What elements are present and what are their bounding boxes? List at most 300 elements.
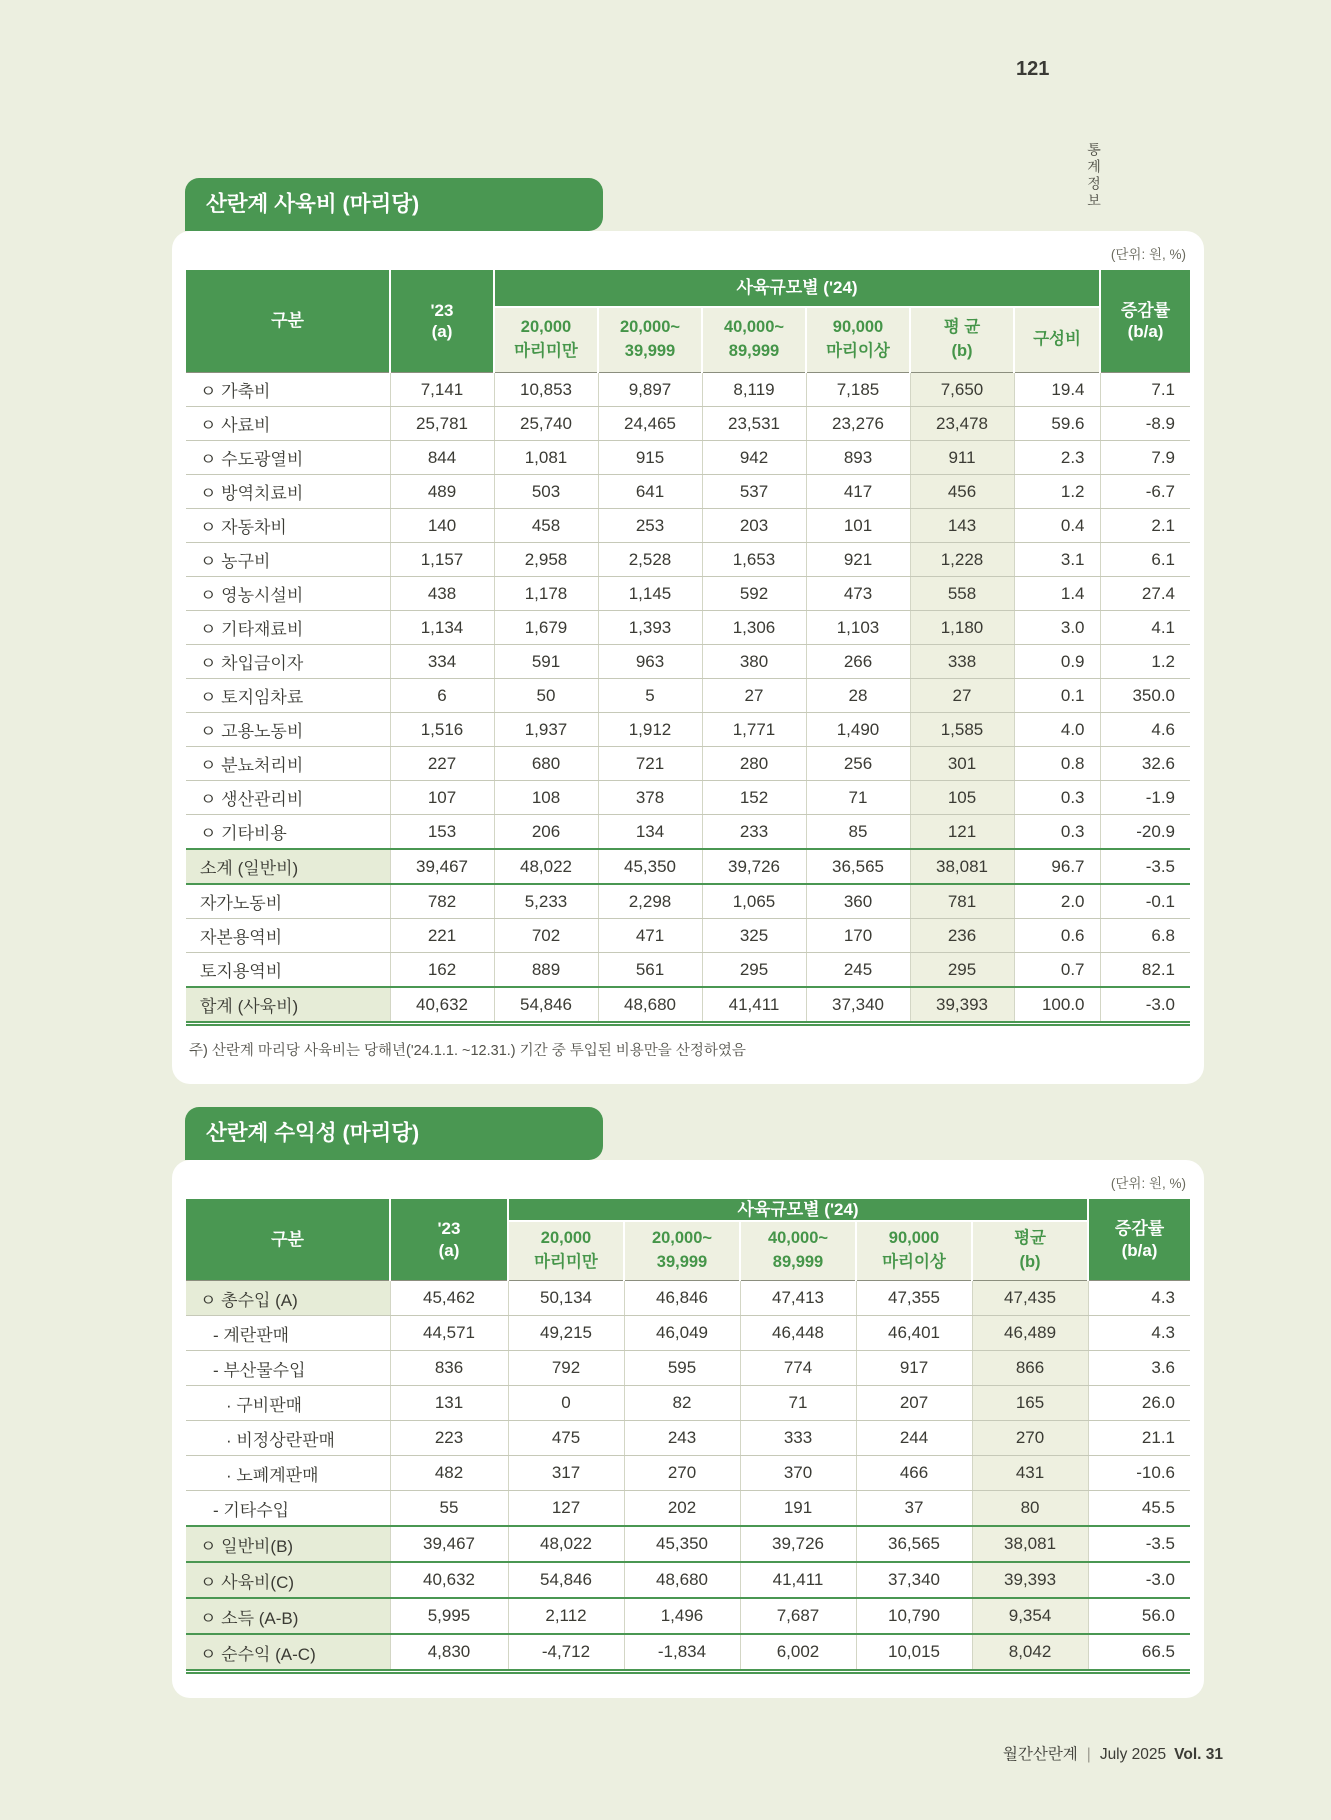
- cell-value: 774: [740, 1351, 856, 1386]
- cell-value: 5,233: [494, 884, 598, 919]
- table-row: [186, 1386, 1190, 1421]
- cell-value: 39,726: [702, 849, 806, 884]
- cell-value: 40,632: [390, 987, 494, 1021]
- cell-value: 438: [390, 577, 494, 611]
- header-line: '23: [437, 1219, 461, 1239]
- cell-value: 6: [390, 679, 494, 713]
- cell-value: 1,771: [702, 713, 806, 747]
- cell-value: 202: [624, 1491, 740, 1527]
- cell-value: 1,306: [702, 611, 806, 645]
- cell-value: 836: [390, 1351, 508, 1386]
- col-header-scale-2: [624, 1221, 740, 1281]
- cell-value: 844: [390, 441, 494, 475]
- row-label: 토지용역비: [186, 953, 390, 988]
- table-row: [186, 611, 1190, 645]
- cell-value: 270: [972, 1421, 1088, 1456]
- table-row: [186, 919, 1190, 953]
- table-row: [186, 987, 1190, 1021]
- cell-value: 244: [856, 1421, 972, 1456]
- cell-value: 360: [806, 884, 910, 919]
- table-row: [186, 373, 1190, 407]
- table-row: [186, 815, 1190, 850]
- cell-value: 2,958: [494, 543, 598, 577]
- cell-value: -3.5: [1100, 849, 1190, 884]
- unit-label: (단위: 원, %): [1110, 1176, 1186, 1191]
- side-tab-label: 통계정보: [1086, 142, 1102, 210]
- cell-value: 2,528: [598, 543, 702, 577]
- cell-value: 48,022: [508, 1526, 624, 1562]
- cell-value: 781: [910, 884, 1014, 919]
- cell-value: 1,103: [806, 611, 910, 645]
- row-label: ㅇ 방역치료비: [186, 475, 390, 509]
- col-header-scale-1: [494, 307, 598, 373]
- row-label: ㅇ 사육비(C): [186, 1562, 390, 1598]
- row-label: ㅇ 기타재료비: [186, 611, 390, 645]
- page-footer: [1003, 1742, 1223, 1764]
- row-label: ㅇ 농구비: [186, 543, 390, 577]
- cell-value: 55: [390, 1491, 508, 1527]
- table-card: [172, 231, 1204, 1084]
- col-header-scale-3: [740, 1221, 856, 1281]
- col-header-change-rate: [1100, 270, 1190, 373]
- table-row: [186, 1316, 1190, 1351]
- cell-value: 917: [856, 1351, 972, 1386]
- row-label: ㅇ 일반비(B): [186, 1526, 390, 1562]
- row-label: - 기타수입: [186, 1491, 390, 1527]
- header-line: 40,000~: [723, 318, 785, 337]
- profit-table-body: [186, 1281, 1190, 1670]
- table-wrapper: [186, 1199, 1190, 1674]
- table-wrapper: [186, 270, 1190, 1026]
- row-label: 자가노동비: [186, 884, 390, 919]
- cell-value: 338: [910, 645, 1014, 679]
- row-label: · 비정상란판매: [186, 1421, 390, 1456]
- cell-value: 1,228: [910, 543, 1014, 577]
- cell-value: 2.0: [1014, 884, 1100, 919]
- cell-value: 7,185: [806, 373, 910, 407]
- cell-value: 561: [598, 953, 702, 988]
- cell-value: 641: [598, 475, 702, 509]
- footer-separator: |: [1086, 1746, 1091, 1763]
- cell-value: 482: [390, 1456, 508, 1491]
- row-label: ㅇ 토지임차료: [186, 679, 390, 713]
- header-line: 89,999: [728, 342, 780, 360]
- cell-value: 82: [624, 1386, 740, 1421]
- col-header-gubun: 구분: [186, 270, 390, 373]
- col-header-year: [390, 270, 494, 373]
- col-header-scale-4: [806, 307, 910, 373]
- cell-value: 8,119: [702, 373, 806, 407]
- cell-value: 431: [972, 1456, 1088, 1491]
- cell-value: 0.3: [1014, 781, 1100, 815]
- cell-value: 2,298: [598, 884, 702, 919]
- cell-value: 473: [806, 577, 910, 611]
- cell-value: 8,042: [972, 1634, 1088, 1669]
- cell-value: 466: [856, 1456, 972, 1491]
- cell-value: 170: [806, 919, 910, 953]
- cell-value: 46,401: [856, 1316, 972, 1351]
- cell-value: 4.6: [1100, 713, 1190, 747]
- cell-value: 1,157: [390, 543, 494, 577]
- cell-value: 36,565: [806, 849, 910, 884]
- row-label: ㅇ 분뇨처리비: [186, 747, 390, 781]
- cell-value: 7.1: [1100, 373, 1190, 407]
- cell-value: 45,350: [598, 849, 702, 884]
- table-row: [186, 713, 1190, 747]
- header-line: 증감률: [1120, 300, 1171, 320]
- cell-value: 4.3: [1088, 1281, 1190, 1316]
- cell-value: 46,049: [624, 1316, 740, 1351]
- cell-value: 47,355: [856, 1281, 972, 1316]
- col-header-scale-2: [598, 307, 702, 373]
- table-row: [186, 747, 1190, 781]
- cell-value: 334: [390, 645, 494, 679]
- cell-value: -0.1: [1100, 884, 1190, 919]
- cell-value: 5: [598, 679, 702, 713]
- table-row: [186, 679, 1190, 713]
- cell-value: 7,687: [740, 1598, 856, 1634]
- cell-value: 165: [972, 1386, 1088, 1421]
- cell-value: 2,112: [508, 1598, 624, 1634]
- cell-value: 45,350: [624, 1526, 740, 1562]
- cell-value: 50: [494, 679, 598, 713]
- cell-value: 49,215: [508, 1316, 624, 1351]
- cell-value: 24,465: [598, 407, 702, 441]
- cell-value: 2.1: [1100, 509, 1190, 543]
- cell-value: 7.9: [1100, 441, 1190, 475]
- cell-value: 45,462: [390, 1281, 508, 1316]
- header-line: 20,000: [540, 1229, 592, 1248]
- cell-value: 10,015: [856, 1634, 972, 1669]
- cell-value: 44,571: [390, 1316, 508, 1351]
- col-header-gubun: 구분: [186, 1199, 390, 1281]
- table-row: [186, 543, 1190, 577]
- cell-value: 4.3: [1088, 1316, 1190, 1351]
- cell-value: 48,680: [624, 1562, 740, 1598]
- cell-value: 1,585: [910, 713, 1014, 747]
- cell-value: 39,393: [972, 1562, 1088, 1598]
- cell-value: 1,178: [494, 577, 598, 611]
- cell-value: 207: [856, 1386, 972, 1421]
- section-title-tab: 산란계 사육비 (마리당): [185, 178, 603, 231]
- cell-value: 558: [910, 577, 1014, 611]
- cell-value: 1,081: [494, 441, 598, 475]
- cell-value: 105: [910, 781, 1014, 815]
- cell-value: 963: [598, 645, 702, 679]
- cell-value: -1,834: [624, 1634, 740, 1669]
- cell-value: 378: [598, 781, 702, 815]
- cell-value: 152: [702, 781, 806, 815]
- cell-value: 26.0: [1088, 1386, 1190, 1421]
- row-label: ㅇ 사료비: [186, 407, 390, 441]
- header-line: 평 균: [943, 318, 981, 337]
- row-label: · 노폐계판매: [186, 1456, 390, 1491]
- row-label: 자본용역비: [186, 919, 390, 953]
- cell-value: 782: [390, 884, 494, 919]
- cell-value: 50,134: [508, 1281, 624, 1316]
- table-row: [186, 1281, 1190, 1316]
- cell-value: 4.0: [1014, 713, 1100, 747]
- table-footnote: 주) 산란계 마리당 사육비는 당해년('24.1.1. ~12.31.) 기간 중 투입된 비용만을 산정하였음: [189, 1043, 746, 1059]
- cell-value: 280: [702, 747, 806, 781]
- cell-value: 27: [702, 679, 806, 713]
- cell-value: 47,413: [740, 1281, 856, 1316]
- header-line: 마리미만: [534, 1253, 598, 1272]
- cell-value: 471: [598, 919, 702, 953]
- table-row: [186, 953, 1190, 988]
- cell-value: 489: [390, 475, 494, 509]
- cell-value: 162: [390, 953, 494, 988]
- cell-value: 23,531: [702, 407, 806, 441]
- cell-value: 270: [624, 1456, 740, 1491]
- row-label: ㅇ 생산관리비: [186, 781, 390, 815]
- cell-value: 23,276: [806, 407, 910, 441]
- cell-value: 233: [702, 815, 806, 850]
- cell-value: 592: [702, 577, 806, 611]
- cell-value: 4.1: [1100, 611, 1190, 645]
- cell-value: 39,467: [390, 849, 494, 884]
- cell-value: 1,516: [390, 713, 494, 747]
- cell-value: 39,467: [390, 1526, 508, 1562]
- cell-value: 37: [856, 1491, 972, 1527]
- table-row: [186, 475, 1190, 509]
- cell-value: 9,354: [972, 1598, 1088, 1634]
- header-line: 39,999: [624, 342, 676, 360]
- cell-value: 893: [806, 441, 910, 475]
- header-line: (a): [438, 1240, 460, 1260]
- cell-value: 380: [702, 645, 806, 679]
- col-header-scale-1: [508, 1221, 624, 1281]
- cell-value: 1,679: [494, 611, 598, 645]
- table-row: [186, 1491, 1190, 1527]
- table-row: [186, 441, 1190, 475]
- col-header-year: [390, 1199, 508, 1281]
- table-row: [186, 407, 1190, 441]
- cell-value: 792: [508, 1351, 624, 1386]
- cell-value: 40,632: [390, 1562, 508, 1598]
- page-number: 121: [1016, 58, 1050, 80]
- cell-value: 203: [702, 509, 806, 543]
- cell-value: 3.6: [1088, 1351, 1190, 1386]
- cell-value: 503: [494, 475, 598, 509]
- cell-value: 245: [806, 953, 910, 988]
- cell-value: 295: [910, 953, 1014, 988]
- cell-value: 221: [390, 919, 494, 953]
- cell-value: 253: [598, 509, 702, 543]
- row-label: ㅇ 영농시설비: [186, 577, 390, 611]
- cell-value: 7,141: [390, 373, 494, 407]
- cell-value: 46,489: [972, 1316, 1088, 1351]
- cell-value: 301: [910, 747, 1014, 781]
- cell-value: 48,022: [494, 849, 598, 884]
- cell-value: 21.1: [1088, 1421, 1190, 1456]
- col-header-scale-group: 사육규모별 ('24): [494, 270, 1100, 307]
- footer-issue: July 2025: [1099, 1746, 1167, 1763]
- cell-value: -3.0: [1100, 987, 1190, 1021]
- cell-value: 59.6: [1014, 407, 1100, 441]
- table-row: [186, 1598, 1190, 1634]
- header-line: 마리이상: [882, 1253, 946, 1272]
- header-line: 40,000~: [767, 1229, 829, 1248]
- header-line: 구성비: [1033, 330, 1081, 349]
- cell-value: 889: [494, 953, 598, 988]
- cell-value: 54,846: [508, 1562, 624, 1598]
- header-line: 20,000~: [651, 1229, 713, 1248]
- cell-value: 915: [598, 441, 702, 475]
- cell-value: 3.0: [1014, 611, 1100, 645]
- cell-value: 243: [624, 1421, 740, 1456]
- table-row: [186, 577, 1190, 611]
- header-line: 90,000: [832, 318, 884, 337]
- table-row: [186, 884, 1190, 919]
- cell-value: 721: [598, 747, 702, 781]
- cell-value: 108: [494, 781, 598, 815]
- cell-value: 0.7: [1014, 953, 1100, 988]
- cell-value: 38,081: [972, 1526, 1088, 1562]
- cell-value: -10.6: [1088, 1456, 1190, 1491]
- table-row: [186, 1351, 1190, 1386]
- cell-value: 100.0: [1014, 987, 1100, 1021]
- cell-value: 9,897: [598, 373, 702, 407]
- header-line: 마리미만: [514, 342, 578, 360]
- cell-value: 266: [806, 645, 910, 679]
- row-label: ㅇ 자동차비: [186, 509, 390, 543]
- header-line: 증감률: [1114, 1219, 1165, 1239]
- cell-value: 7,650: [910, 373, 1014, 407]
- section-title-tab: 산란계 수익성 (마리당): [185, 1107, 603, 1160]
- cell-value: 456: [910, 475, 1014, 509]
- cell-value: 27: [910, 679, 1014, 713]
- table-row: [186, 849, 1190, 884]
- cell-value: 71: [806, 781, 910, 815]
- header-line: 20,000~: [619, 318, 681, 337]
- cell-value: -3.5: [1088, 1526, 1190, 1562]
- cell-value: 0.4: [1014, 509, 1100, 543]
- cell-value: 921: [806, 543, 910, 577]
- col-header-scale-4: [856, 1221, 972, 1281]
- cell-value: 140: [390, 509, 494, 543]
- cell-value: 127: [508, 1491, 624, 1527]
- cell-value: 10,853: [494, 373, 598, 407]
- cell-value: 333: [740, 1421, 856, 1456]
- cell-value: 1.2: [1100, 645, 1190, 679]
- cell-value: 101: [806, 509, 910, 543]
- cell-value: 1,145: [598, 577, 702, 611]
- cell-value: 41,411: [740, 1562, 856, 1598]
- header-line: 39,999: [656, 1253, 708, 1272]
- cell-value: 0: [508, 1386, 624, 1421]
- cell-value: 0.6: [1014, 919, 1100, 953]
- header-line: 89,999: [772, 1253, 824, 1272]
- header-line: 20,000: [520, 318, 572, 337]
- cell-value: 47,435: [972, 1281, 1088, 1316]
- row-label: ㅇ 차입금이자: [186, 645, 390, 679]
- cell-value: 680: [494, 747, 598, 781]
- row-label: 소계 (일반비): [186, 849, 390, 884]
- cell-value: 27.4: [1100, 577, 1190, 611]
- cell-value: 911: [910, 441, 1014, 475]
- cell-value: 45.5: [1088, 1491, 1190, 1527]
- row-label: ㅇ 총수입 (A): [186, 1281, 390, 1316]
- footer-magazine: 월간산란계: [1002, 1746, 1078, 1763]
- cell-value: 37,340: [806, 987, 910, 1021]
- cell-value: 4,830: [390, 1634, 508, 1669]
- cell-value: 1,496: [624, 1598, 740, 1634]
- header-line: 마리이상: [826, 342, 890, 360]
- cell-value: -4,712: [508, 1634, 624, 1669]
- cell-value: 39,726: [740, 1526, 856, 1562]
- cell-value: 10,790: [856, 1598, 972, 1634]
- cell-value: 2.3: [1014, 441, 1100, 475]
- cell-value: 317: [508, 1456, 624, 1491]
- cell-value: 1,490: [806, 713, 910, 747]
- header-line: (b/a): [1127, 322, 1164, 341]
- row-label: 합계 (사육비): [186, 987, 390, 1021]
- profit-table: [186, 1199, 1190, 1669]
- cell-value: 1,393: [598, 611, 702, 645]
- table-row: [186, 645, 1190, 679]
- table-row: [186, 509, 1190, 543]
- cell-value: 1,653: [702, 543, 806, 577]
- cell-value: 23,478: [910, 407, 1014, 441]
- cell-value: 36,565: [856, 1526, 972, 1562]
- header-line: (b/a): [1121, 1240, 1158, 1260]
- cell-value: 41,411: [702, 987, 806, 1021]
- cell-value: 206: [494, 815, 598, 850]
- cell-value: 702: [494, 919, 598, 953]
- cell-value: 0.1: [1014, 679, 1100, 713]
- cell-value: 39,393: [910, 987, 1014, 1021]
- cell-value: 85: [806, 815, 910, 850]
- cell-value: 475: [508, 1421, 624, 1456]
- cell-value: 32.6: [1100, 747, 1190, 781]
- row-label: ㅇ 순수익 (A-C): [186, 1634, 390, 1669]
- cell-value: 350.0: [1100, 679, 1190, 713]
- cell-value: -3.0: [1088, 1562, 1190, 1598]
- row-label: ㅇ 고용노동비: [186, 713, 390, 747]
- table-row: [186, 1456, 1190, 1491]
- row-label: ㅇ 가축비: [186, 373, 390, 407]
- cell-value: 370: [740, 1456, 856, 1491]
- header-line: (b): [951, 342, 973, 360]
- cell-value: 223: [390, 1421, 508, 1456]
- row-label: ㅇ 수도광열비: [186, 441, 390, 475]
- cell-value: 1,180: [910, 611, 1014, 645]
- cell-value: 236: [910, 919, 1014, 953]
- cell-value: 942: [702, 441, 806, 475]
- table-row: [186, 1634, 1190, 1669]
- row-label: ㅇ 기타비용: [186, 815, 390, 850]
- col-header-change-rate: [1088, 1199, 1190, 1281]
- cell-value: 121: [910, 815, 1014, 850]
- cell-value: 3.1: [1014, 543, 1100, 577]
- row-label: ㅇ 소득 (A-B): [186, 1598, 390, 1634]
- cell-value: 591: [494, 645, 598, 679]
- cell-value: 25,740: [494, 407, 598, 441]
- header-line: '23: [430, 300, 454, 320]
- cell-value: 143: [910, 509, 1014, 543]
- cell-value: 1,937: [494, 713, 598, 747]
- cell-value: -20.9: [1100, 815, 1190, 850]
- cell-value: -1.9: [1100, 781, 1190, 815]
- header-line: 평균: [1014, 1229, 1046, 1248]
- col-header-scale-group: 사육규모별 ('24): [508, 1199, 1088, 1221]
- cell-value: 6.8: [1100, 919, 1190, 953]
- header-line: (a): [431, 322, 453, 341]
- cell-value: 325: [702, 919, 806, 953]
- cell-value: 1.4: [1014, 577, 1100, 611]
- table-row: [186, 1526, 1190, 1562]
